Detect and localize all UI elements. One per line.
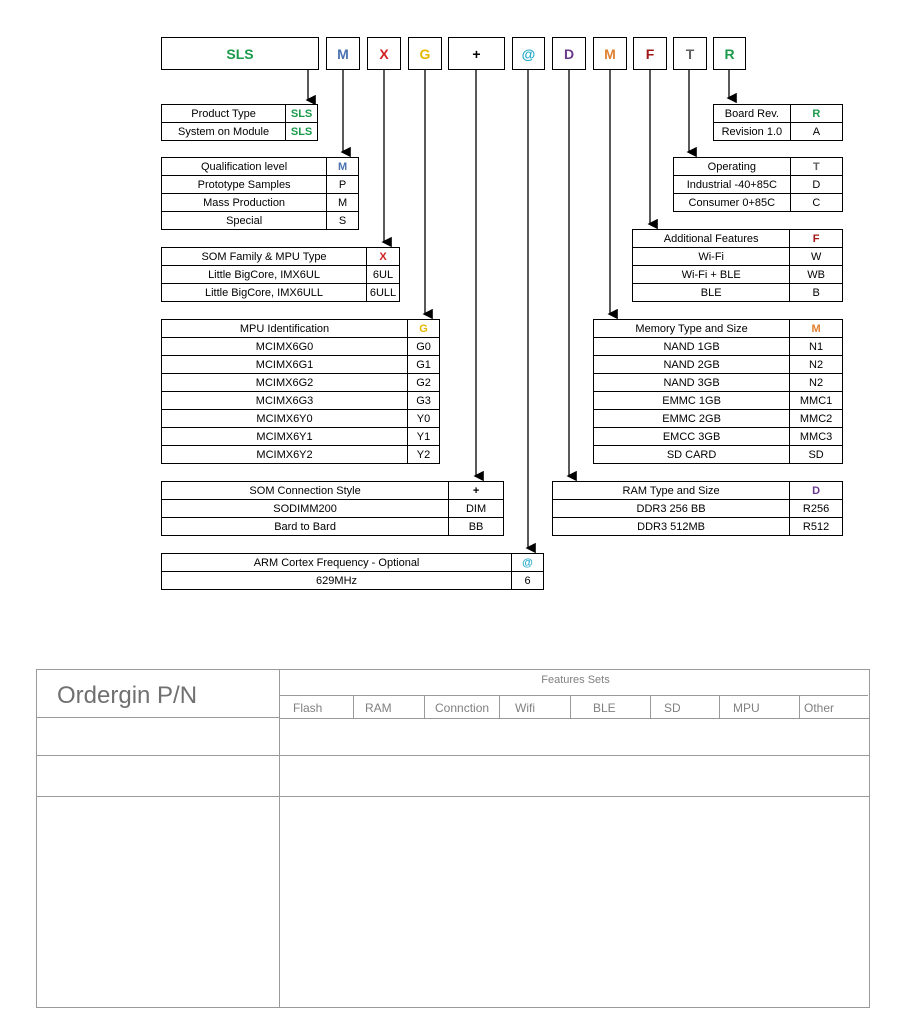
row-code: W bbox=[790, 248, 843, 266]
header-code: D bbox=[790, 482, 843, 500]
row-code: D bbox=[790, 176, 842, 194]
row-label: Consumer 0+85C bbox=[674, 194, 791, 212]
row-code: MMC2 bbox=[790, 410, 843, 428]
row-code: MMC1 bbox=[790, 392, 843, 410]
divider bbox=[719, 695, 720, 718]
row-code: Y2 bbox=[408, 446, 440, 464]
header-label: MPU Identification bbox=[162, 320, 408, 338]
row-code: N2 bbox=[790, 356, 843, 374]
divider bbox=[37, 796, 869, 797]
pn-label: M bbox=[337, 45, 349, 62]
row-label: 629MHz bbox=[162, 572, 512, 590]
pn-label: SLS bbox=[226, 45, 254, 62]
divider bbox=[353, 695, 354, 718]
row-label: MCIMX6Y0 bbox=[162, 410, 408, 428]
column-flash: Flash bbox=[293, 701, 323, 715]
row-label: DDR3 256 BB bbox=[553, 500, 790, 518]
row-label: EMCC 3GB bbox=[594, 428, 790, 446]
row-label: MCIMX6G2 bbox=[162, 374, 408, 392]
row-label: Wi-Fi bbox=[633, 248, 790, 266]
row-code: P bbox=[327, 176, 359, 194]
row-label: Revision 1.0 bbox=[714, 123, 791, 141]
row-code: 6 bbox=[512, 572, 544, 590]
column-connection: Connction bbox=[435, 701, 490, 715]
header-code: M bbox=[790, 320, 843, 338]
header-code: @ bbox=[512, 554, 544, 572]
row-code: R256 bbox=[790, 500, 843, 518]
row-label: System on Module bbox=[162, 123, 286, 141]
row-code: N2 bbox=[790, 374, 843, 392]
row-label: MCIMX6Y2 bbox=[162, 446, 408, 464]
row-code: SD bbox=[790, 446, 843, 464]
row-label: NAND 1GB bbox=[594, 338, 790, 356]
product-type-table bbox=[161, 104, 318, 141]
header-code: SLS bbox=[286, 105, 318, 123]
row-code: 6UL bbox=[367, 266, 400, 284]
row-code: Y0 bbox=[408, 410, 440, 428]
pn-label: R bbox=[724, 45, 735, 62]
row-code: G2 bbox=[408, 374, 440, 392]
column-other: Other bbox=[804, 701, 835, 715]
row-code: DIM bbox=[449, 500, 504, 518]
row-code: M bbox=[327, 194, 359, 212]
divider bbox=[37, 755, 869, 756]
header-label: SOM Family & MPU Type bbox=[162, 248, 367, 266]
header-code: X bbox=[367, 248, 400, 266]
row-code: 6ULL bbox=[367, 284, 400, 302]
connection-table bbox=[161, 481, 504, 536]
divider bbox=[280, 695, 868, 696]
header-code: + bbox=[449, 482, 504, 500]
row-code: N1 bbox=[790, 338, 843, 356]
row-code: S bbox=[327, 212, 359, 230]
row-code: BB bbox=[449, 518, 504, 536]
row-label: Bard to Bard bbox=[162, 518, 449, 536]
column-ram: RAM bbox=[365, 701, 392, 715]
column-sd: SD bbox=[664, 701, 681, 715]
header-label: SOM Connection Style bbox=[162, 482, 449, 500]
divider bbox=[570, 695, 571, 718]
ordering-table bbox=[36, 669, 870, 1008]
ram-table bbox=[552, 481, 843, 536]
row-label: DDR3 512MB bbox=[553, 518, 790, 536]
divider bbox=[280, 718, 869, 719]
pn-label: + bbox=[472, 45, 481, 62]
board-rev-table bbox=[713, 104, 843, 141]
row-label: MCIMX6G0 bbox=[162, 338, 408, 356]
row-label: Mass Production bbox=[162, 194, 327, 212]
pn-label: F bbox=[645, 45, 655, 62]
row-label: SD CARD bbox=[594, 446, 790, 464]
row-label: EMMC 1GB bbox=[594, 392, 790, 410]
row-label: Little BigCore, IMX6ULL bbox=[162, 284, 367, 302]
column-wifi: Wifi bbox=[515, 701, 535, 715]
row-label: Special bbox=[162, 212, 327, 230]
header-code: M bbox=[327, 158, 359, 176]
row-label: Little BigCore, IMX6UL bbox=[162, 266, 367, 284]
header-label: Memory Type and Size bbox=[594, 320, 790, 338]
header-label: Board Rev. bbox=[714, 105, 791, 123]
pn-label: X bbox=[379, 45, 389, 62]
header-code: F bbox=[790, 230, 843, 248]
header-label: Qualification level bbox=[162, 158, 327, 176]
row-code: C bbox=[790, 194, 842, 212]
row-code: MMC3 bbox=[790, 428, 843, 446]
row-code: R512 bbox=[790, 518, 843, 536]
column-mpu: MPU bbox=[733, 701, 760, 715]
header-label: Product Type bbox=[162, 105, 286, 123]
row-label: EMMC 2GB bbox=[594, 410, 790, 428]
divider bbox=[37, 717, 280, 718]
row-label: Prototype Samples bbox=[162, 176, 327, 194]
divider bbox=[499, 695, 500, 718]
pn-label: @ bbox=[521, 45, 536, 62]
ordering-title: Ordergin P/N bbox=[57, 682, 198, 709]
row-label: MCIMX6G1 bbox=[162, 356, 408, 374]
column-ble: BLE bbox=[593, 701, 616, 715]
divider bbox=[424, 695, 425, 718]
header-code: G bbox=[408, 320, 440, 338]
row-label: BLE bbox=[633, 284, 790, 302]
pn-label: M bbox=[604, 45, 616, 62]
row-label: NAND 3GB bbox=[594, 374, 790, 392]
mpu-id-table bbox=[161, 319, 440, 464]
header-label: RAM Type and Size bbox=[553, 482, 790, 500]
operating-table bbox=[673, 157, 843, 212]
row-code: SLS bbox=[286, 123, 318, 141]
pn-label: D bbox=[563, 45, 575, 62]
header-code: R bbox=[790, 105, 842, 123]
qualification-table bbox=[161, 157, 359, 230]
row-code: A bbox=[790, 123, 842, 141]
divider bbox=[650, 695, 651, 718]
row-label: Wi-Fi + BLE bbox=[633, 266, 790, 284]
row-code: B bbox=[790, 284, 843, 302]
divider bbox=[799, 695, 800, 718]
pn-label: G bbox=[419, 45, 431, 62]
row-code: WB bbox=[790, 266, 843, 284]
row-label: MCIMX6G3 bbox=[162, 392, 408, 410]
header-code: T bbox=[790, 158, 842, 176]
som-family-table bbox=[161, 247, 400, 302]
row-label: SODIMM200 bbox=[162, 500, 449, 518]
row-label: Industrial -40+85C bbox=[674, 176, 791, 194]
row-label: MCIMX6Y1 bbox=[162, 428, 408, 446]
row-label: NAND 2GB bbox=[594, 356, 790, 374]
frequency-table bbox=[161, 553, 544, 590]
row-code: G1 bbox=[408, 356, 440, 374]
header-label: Additional Features bbox=[633, 230, 790, 248]
header-label: Operating bbox=[674, 158, 791, 176]
pn-label: T bbox=[685, 45, 695, 62]
divider bbox=[279, 670, 280, 1007]
header-label: ARM Cortex Frequency - Optional bbox=[162, 554, 512, 572]
row-code: G3 bbox=[408, 392, 440, 410]
features-sets-title: Features Sets bbox=[541, 674, 610, 686]
memory-table bbox=[593, 319, 843, 464]
row-code: Y1 bbox=[408, 428, 440, 446]
row-code: G0 bbox=[408, 338, 440, 356]
features-table bbox=[632, 229, 843, 302]
